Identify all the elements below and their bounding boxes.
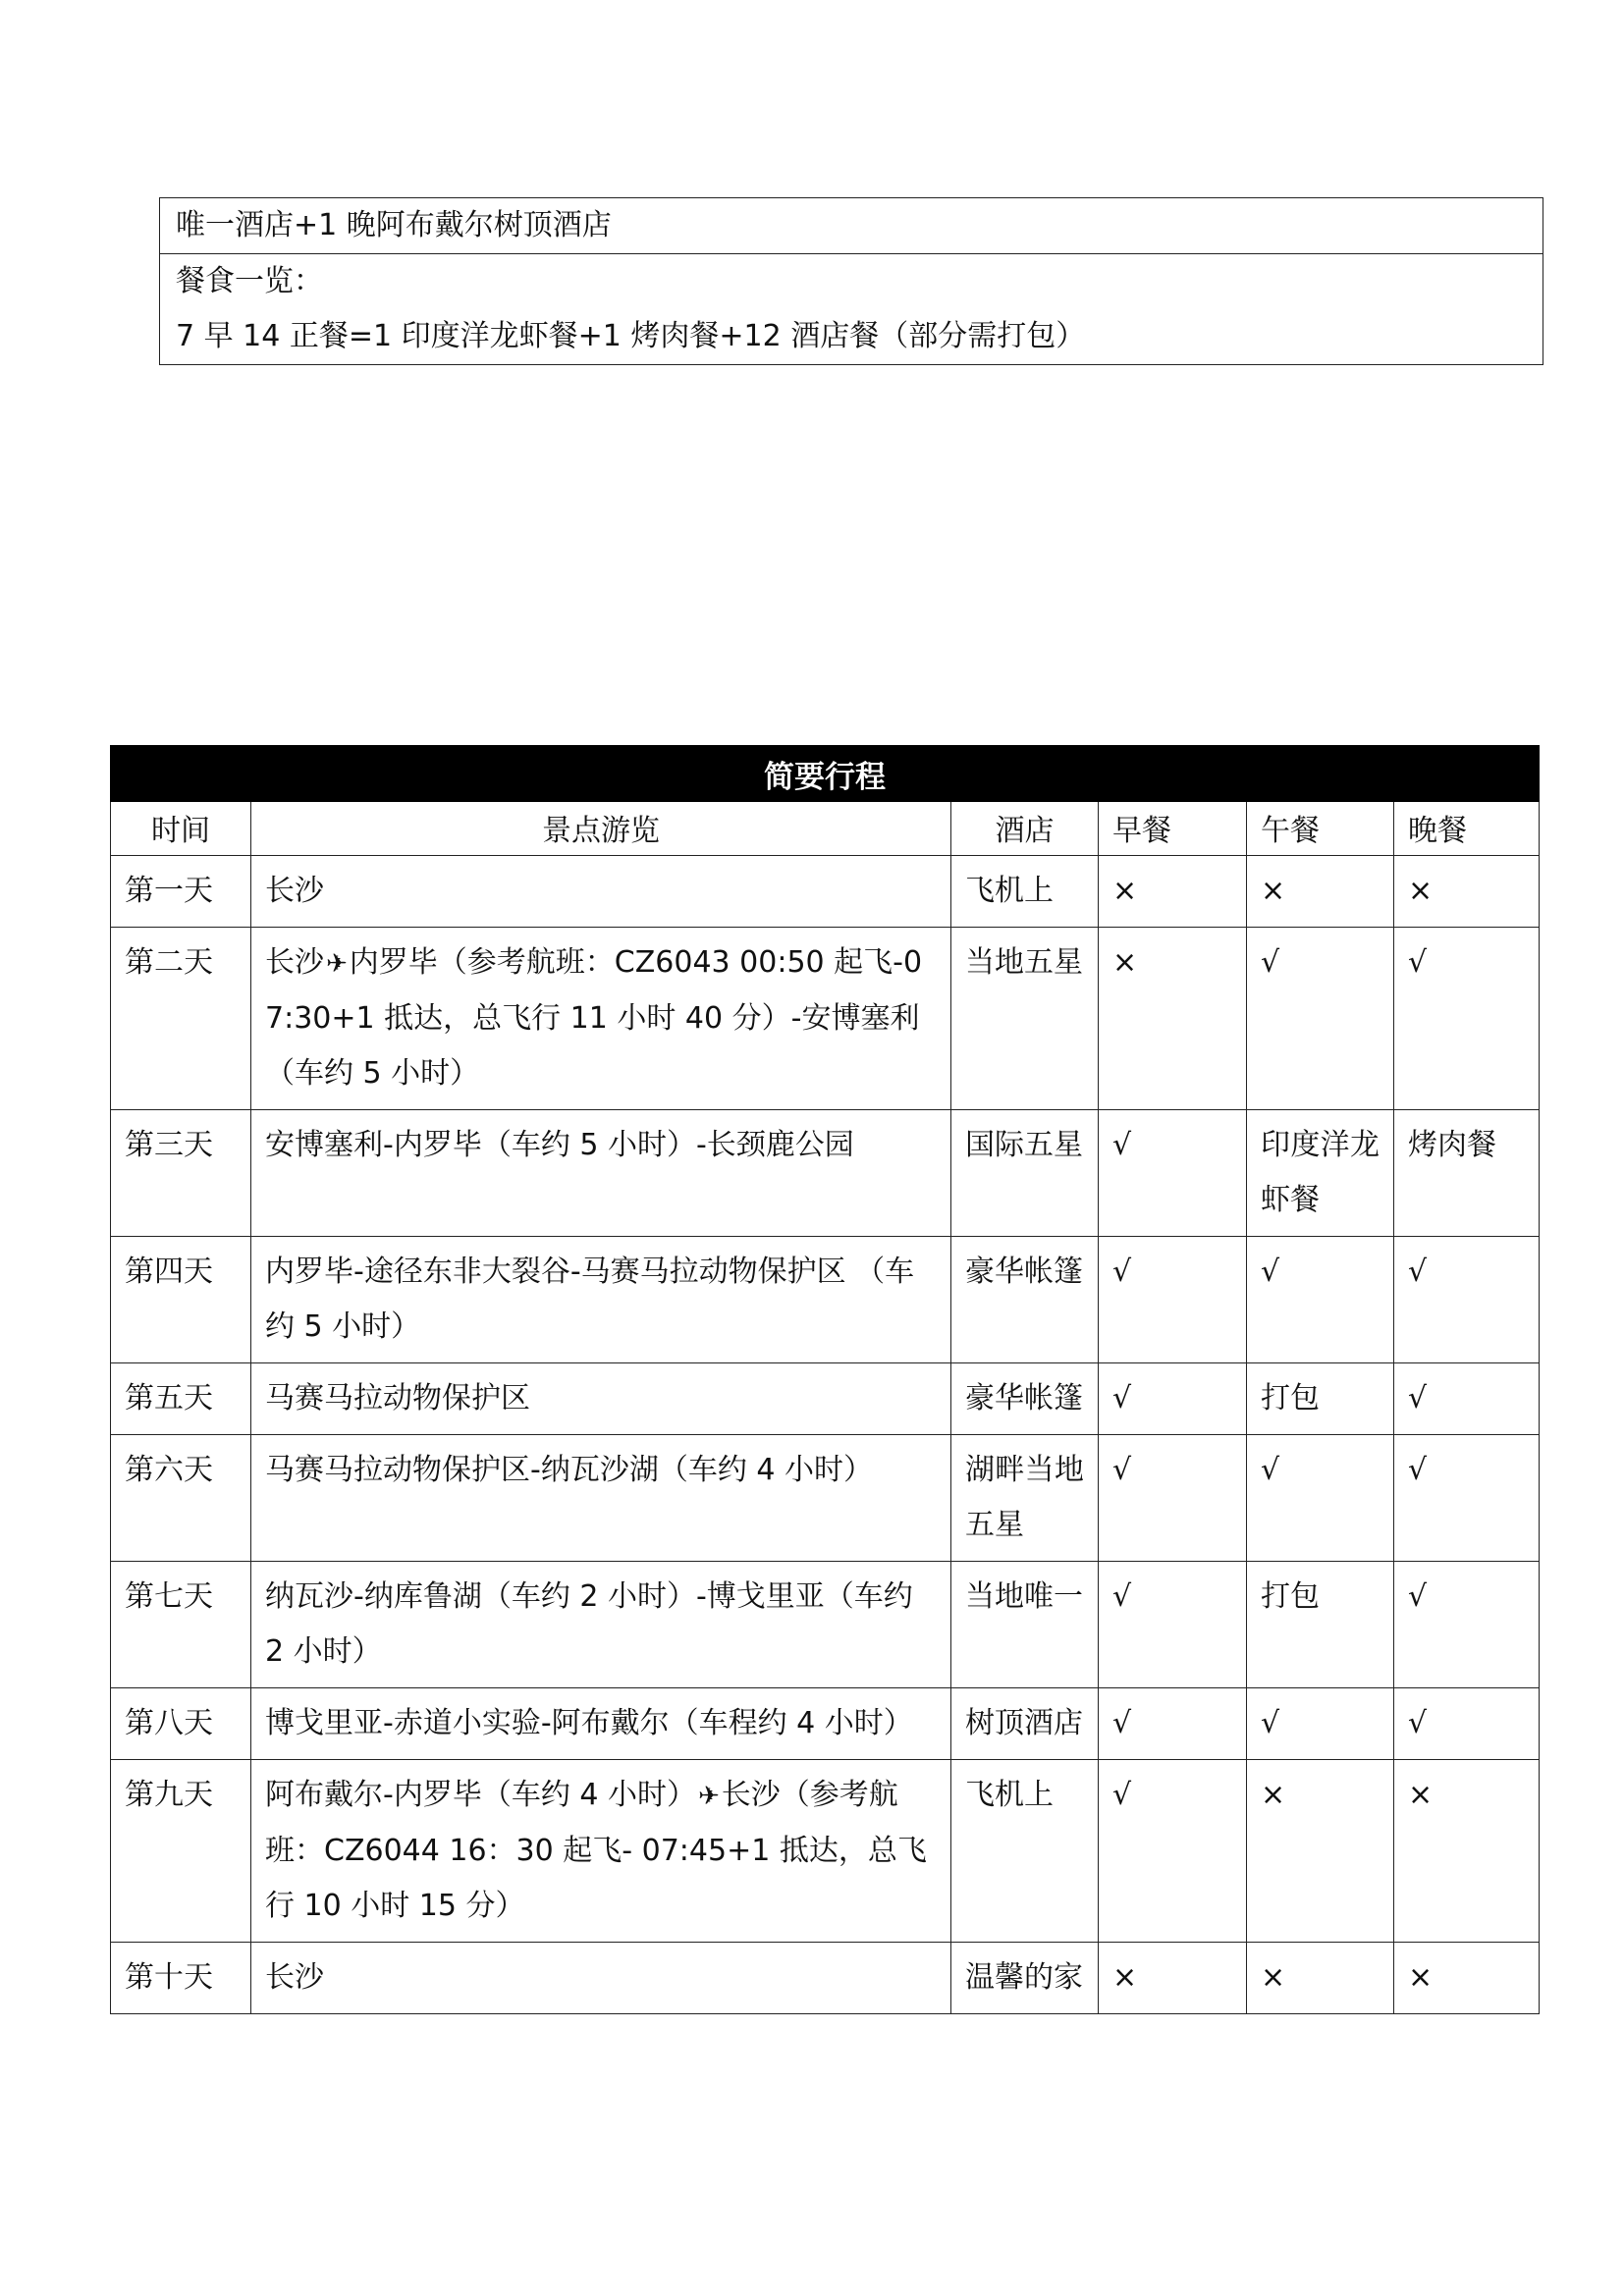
- breakfast-cell: ×: [1099, 928, 1247, 1110]
- hotel-cell: 飞机上: [951, 1760, 1099, 1943]
- dinner-cell: √: [1394, 928, 1540, 1110]
- lunch-cell: ×: [1247, 856, 1394, 928]
- route-cell: 纳瓦沙-纳库鲁湖（车约 2 小时）-博戈里亚（车约 2 小时）: [251, 1562, 951, 1688]
- day-cell: 第三天: [111, 1110, 251, 1237]
- dinner-cell: √: [1394, 1688, 1540, 1760]
- meals-title: 餐食一览：: [160, 253, 1543, 309]
- lunch-cell: √: [1247, 928, 1394, 1110]
- hotel-cell: 当地五星: [951, 928, 1099, 1110]
- dinner-cell: ×: [1394, 856, 1540, 928]
- table-row: [111, 1562, 1540, 1688]
- day-cell: 第四天: [111, 1237, 251, 1363]
- lunch-cell: √: [1247, 1435, 1394, 1562]
- table-row: [111, 1237, 1540, 1363]
- hotel-cell: 国际五星: [951, 1110, 1099, 1237]
- airplane-icon: ✈: [326, 949, 348, 979]
- route-cell: 博戈里亚-赤道小实验-阿布戴尔（车程约 4 小时）: [251, 1688, 951, 1760]
- route-rest: 长沙（参考航班：CZ6044 16：30 起飞- 07:45+1 抵达，总飞行 10 小时 15 分）: [265, 1778, 927, 1923]
- itinerary-table: [110, 745, 1540, 2014]
- meals-detail: 7 早 14 正餐=1 印度洋龙虾餐+1 烤肉餐+12 酒店餐（部分需打包）: [176, 319, 1086, 353]
- day-cell: 第二天: [111, 928, 251, 1110]
- breakfast-cell: √: [1099, 1237, 1247, 1363]
- breakfast-cell: √: [1099, 1688, 1247, 1760]
- route-rest: 内罗毕（参考航班：CZ6043 00:50 起飞-07:30+1 抵达，总飞行 11 小时 40 分）-安博塞利（车约 5 小时）: [265, 945, 923, 1091]
- breakfast-cell: √: [1099, 1110, 1247, 1237]
- day-cell: 第五天: [111, 1363, 251, 1435]
- breakfast-cell: √: [1099, 1435, 1247, 1562]
- hotel-cell: 豪华帐篷: [951, 1237, 1099, 1363]
- hotel-cell: 飞机上: [951, 856, 1099, 928]
- breakfast-cell: √: [1099, 1562, 1247, 1688]
- route-cell: 长沙: [251, 1943, 951, 2014]
- route-origin: 阿布戴尔-内罗毕（车约 4 小时）: [265, 1778, 696, 1812]
- header-route: 景点游览: [251, 802, 951, 856]
- table-row: [111, 1110, 1540, 1237]
- day-cell: 第九天: [111, 1760, 251, 1943]
- day-cell: 第十天: [111, 1943, 251, 2014]
- header-lunch: 午餐: [1247, 802, 1394, 856]
- table-row: [111, 928, 1540, 1110]
- hotel-cell: 当地唯一: [951, 1562, 1099, 1688]
- hotel-cell: 湖畔当地五星: [951, 1435, 1099, 1562]
- dinner-cell: 烤肉餐: [1394, 1110, 1540, 1237]
- route-cell: 长沙: [251, 856, 951, 928]
- lunch-cell: √: [1247, 1688, 1394, 1760]
- route-origin: 长沙: [265, 945, 324, 980]
- day-cell: 第七天: [111, 1562, 251, 1688]
- table-header-row: [111, 802, 1540, 856]
- header-dinner: 晚餐: [1394, 802, 1540, 856]
- dinner-cell: √: [1394, 1435, 1540, 1562]
- header-day: 时间: [111, 802, 251, 856]
- hotel-cell: 树顶酒店: [951, 1688, 1099, 1760]
- breakfast-cell: √: [1099, 1363, 1247, 1435]
- route-cell: [251, 928, 951, 1110]
- dinner-cell: √: [1394, 1562, 1540, 1688]
- route-cell: 安博塞利-内罗毕（车约 5 小时）-长颈鹿公园: [251, 1110, 951, 1237]
- dinner-cell: ×: [1394, 1943, 1540, 2014]
- lunch-cell: 印度洋龙虾餐: [1247, 1110, 1394, 1237]
- table-row: [111, 1363, 1540, 1435]
- lunch-cell: ×: [1247, 1943, 1394, 2014]
- day-cell: 第一天: [111, 856, 251, 928]
- header-breakfast: 早餐: [1099, 802, 1247, 856]
- breakfast-cell: ×: [1099, 856, 1247, 928]
- hotel-cell: 豪华帐篷: [951, 1363, 1099, 1435]
- header-hotel: 酒店: [951, 802, 1099, 856]
- table-row: [111, 1688, 1540, 1760]
- lunch-cell: √: [1247, 1237, 1394, 1363]
- itinerary-title: 简要行程: [111, 746, 1540, 802]
- table-row: [111, 1435, 1540, 1562]
- day-cell: 第八天: [111, 1688, 251, 1760]
- route-cell: 马赛马拉动物保护区-纳瓦沙湖（车约 4 小时）: [251, 1435, 951, 1562]
- hotel-summary: 唯一酒店+1 晚阿布戴尔树顶酒店: [176, 208, 612, 242]
- route-cell: 内罗毕-途径东非大裂谷-马赛马拉动物保护区 （车约 5 小时）: [251, 1237, 951, 1363]
- info-box: [159, 197, 1543, 365]
- lunch-cell: 打包: [1247, 1562, 1394, 1688]
- route-cell: [251, 1760, 951, 1943]
- table-row: [111, 1943, 1540, 2014]
- lunch-cell: 打包: [1247, 1363, 1394, 1435]
- dinner-cell: √: [1394, 1363, 1540, 1435]
- dinner-cell: ×: [1394, 1760, 1540, 1943]
- day-cell: 第六天: [111, 1435, 251, 1562]
- route-cell: 马赛马拉动物保护区: [251, 1363, 951, 1435]
- breakfast-cell: √: [1099, 1760, 1247, 1943]
- lunch-cell: ×: [1247, 1760, 1394, 1943]
- table-row: [111, 1760, 1540, 1943]
- dinner-cell: √: [1394, 1237, 1540, 1363]
- table-row: [111, 856, 1540, 928]
- airplane-icon: ✈: [697, 1782, 720, 1811]
- breakfast-cell: ×: [1099, 1943, 1247, 2014]
- hotel-cell: 温馨的家: [951, 1943, 1099, 2014]
